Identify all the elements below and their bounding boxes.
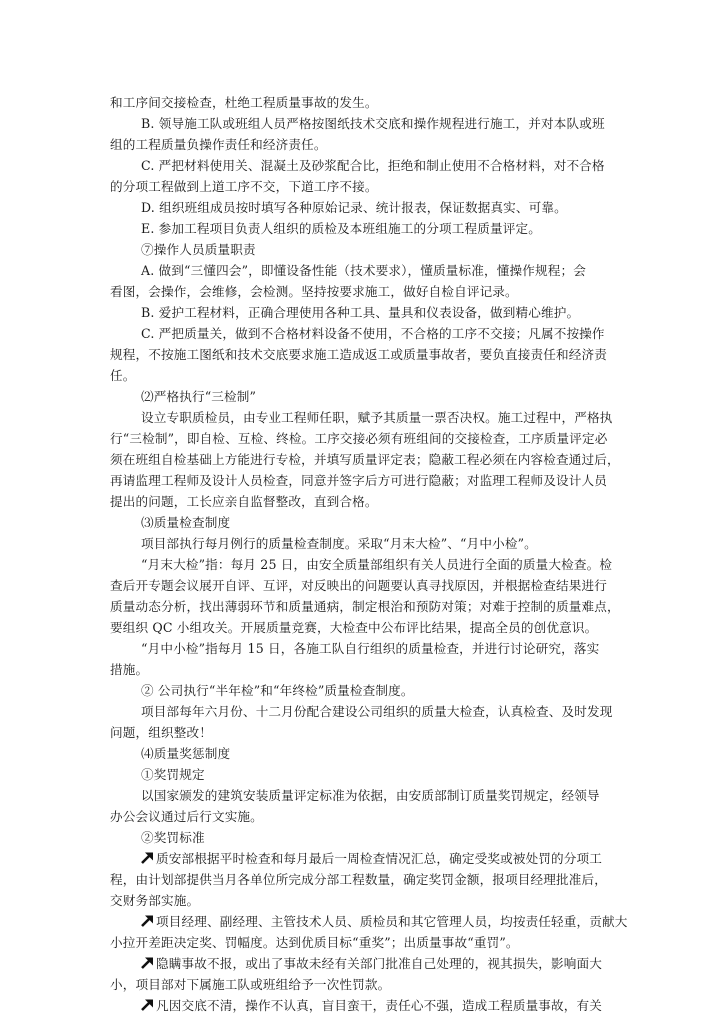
text-line: 行“三检制”，即自检、互检、终检。工序交接必须有班组间的交接检查，工序质量评定必 <box>110 431 608 446</box>
subheading: ①奖罚规定 <box>141 767 205 782</box>
text-line: C. 严把质量关，做到不合格材料设备不使用，不合格的工序不交接；凡属不按操作 <box>141 326 605 341</box>
text-line: 项目部执行每月例行的质量检查制度。采取“月末大检”、“月中小检”。 <box>141 536 537 551</box>
text-line: 设立专职质检员，由专业工程师任职，赋予其质量一票否决权。施工过程中，严格执 <box>141 410 613 425</box>
section-heading: ⑶质量检查制度 <box>141 515 231 530</box>
text-line: 小，项目部对下属施工队或班组给予一次性罚款。 <box>110 977 391 992</box>
bullet-line: 隐瞒事故不报，或出了事故未经有关部门批准自己处理的，视其损失，影响面大 <box>141 954 602 974</box>
text-line: 小拉开差距决定奖、罚幅度。达到优质目标“重奖”；出质量事故“重罚”。 <box>110 935 519 950</box>
text-line: 程，由计划部提供当月各单位所完成分部工程数量，确定奖罚金额，报项目经理批准后， <box>110 872 608 887</box>
text-line: 查后开专题会议展开自评、互评，对反映出的问题要认真寻找原因，并根据检查结果进行 <box>110 578 608 593</box>
text-line: C. 严把材料使用关、混凝土及砂浆配合比，拒绝和制止使用不合格材料，对不合格 <box>141 158 605 173</box>
text-line: 任。 <box>110 368 136 383</box>
text-line: 须在班组自检基础上方能进行专检，并填写质量评定表；隐蔽工程必须在内容检查通过后， <box>110 452 620 467</box>
text-line: 的分项工程做到上道工序不交，下道工序不接。 <box>110 179 378 194</box>
text-line: 看图，会操作，会维修，会检测。坚持按要求施工，做好自检自评记录。 <box>110 284 518 299</box>
text-line: D. 组织班组成员按时填写各种原始记录、统计报表，保证数据真实、可靠。 <box>141 200 567 215</box>
text-line: 规程，不按施工图纸和技术交底要求施工造成返工或质量事故者，要负直接责任和经济责 <box>110 347 608 362</box>
arrow-bullet-icon <box>141 956 154 969</box>
text-line: 和工序间交接检查，杜绝工程质量事故的发生。 <box>110 95 378 110</box>
text-line: 问题，组织整改！ <box>110 725 212 740</box>
text-line: 要组织 QC 小组攻关。开展质量竞赛，大检查中公布评比结果，提高全员的创优意识。 <box>110 620 598 635</box>
text-line: E. 参加工程项目负责人组织的质检及本班组施工的分项工程质量评定。 <box>141 221 541 236</box>
text-line: B. 领导施工队或班组人员严格按图纸技术交底和操作规程进行施工，并对本队或班 <box>141 116 605 131</box>
text-line: 交财务部实施。 <box>110 893 200 908</box>
text-line: 办公会议通过后行文实施。 <box>110 809 263 824</box>
text-line: 组的工程质量负操作责任和经济责任。 <box>110 137 327 152</box>
arrow-bullet-icon <box>141 914 154 927</box>
text-line: 以国家颁发的建筑安装质量评定标准为依据，由安质部制订质量奖罚规定，经领导 <box>141 788 600 803</box>
bullet-line: 质安部根据平时检查和每月最后一周检查情况汇总，确定受奖或被处罚的分项工 <box>141 849 602 869</box>
subheading: ②奖罚标准 <box>141 830 205 845</box>
text-line: B. 爱护工程材料，正确合理使用各种工具、量具和仪表设备，做到精心维护。 <box>141 305 580 320</box>
arrow-bullet-icon <box>141 851 154 864</box>
text-line: 质量动态分析，找出薄弱环节和质量通病，制定根治和预防对策；对难于控制的质量难点， <box>110 599 620 614</box>
text-line: “月中小检”指每月 15 日，各施工队自行组织的质量检查，并进行讨论研究，落实 <box>141 641 600 656</box>
section-heading: ⑵严格执行“三检制” <box>141 389 257 404</box>
bullet-line: 凡因交底不清，操作不认真，盲目蛮干，责任心不强，造成工程质量事故，有关 <box>141 996 602 1016</box>
text-line: “月末大检”指：每月 25 日，由安全质量部组织有关人员进行全面的质量大检查。检 <box>141 557 613 572</box>
text-line: A. 做到“三懂四会”，即懂设备性能（技术要求），懂质量标准，懂操作规程；会 <box>141 263 586 278</box>
text-line: 项目部每年六月份、十二月份配合建设公司组织的质量大检查，认真检查、及时发现 <box>141 704 613 719</box>
section-heading: ⑷质量奖惩制度 <box>141 746 231 761</box>
arrow-bullet-icon <box>141 998 154 1011</box>
text-line: 措施。 <box>110 662 149 677</box>
bullet-line: 项目经理、副经理、主管技术人员、质检员和其它管理人员，均按责任轻重，贡献大 <box>141 912 628 932</box>
text-line: 再请监理工程师及设计人员检查，同意并签字后方可进行隐蔽；对监理工程师及设计人员 <box>110 473 608 488</box>
text-line: 提出的问题，工长应亲自监督整改，直到合格。 <box>110 494 378 509</box>
subheading: ② 公司执行“半年检”和“年终检”质量检查制度。 <box>141 683 414 698</box>
subheading: ⑦操作人员质量职责 <box>141 242 256 257</box>
